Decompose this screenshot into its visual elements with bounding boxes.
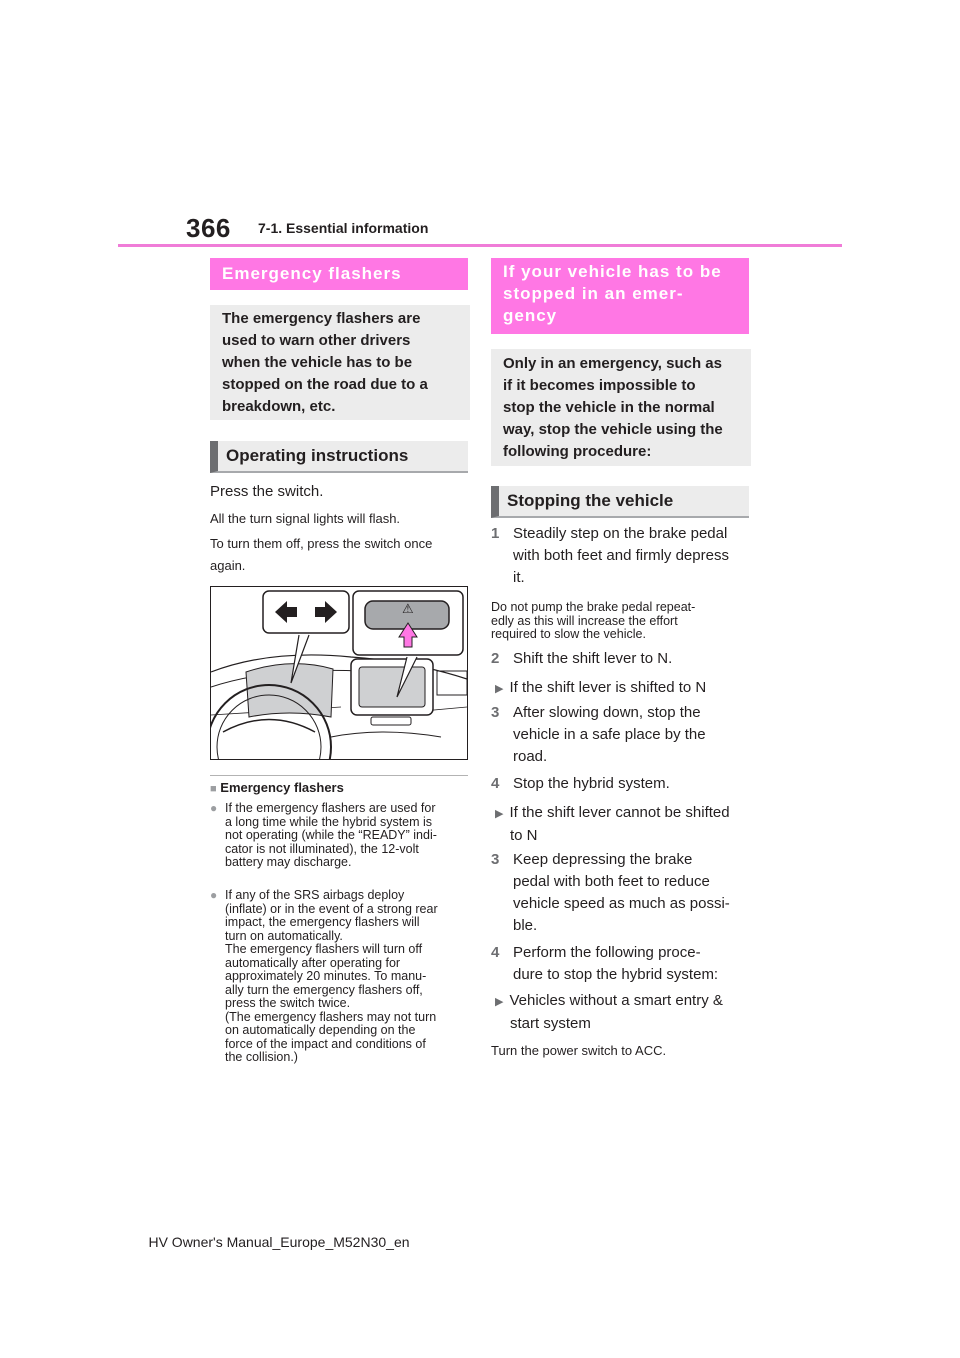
text-line: If the shift lever is shifted to N xyxy=(509,679,707,696)
instruction-all-lights: All the turn signal lights will flash. xyxy=(210,511,401,526)
dashboard-illustration xyxy=(210,586,468,760)
text-line: automatically after operating for xyxy=(225,955,401,970)
text-line: dure to stop the hybrid system: xyxy=(513,966,719,983)
instruction-press-switch: Press the switch. xyxy=(210,483,324,500)
text-line: Perform the following proce- xyxy=(513,944,701,961)
section-title: 7-1. Essential information xyxy=(258,220,429,236)
step-number: 4 xyxy=(491,944,500,961)
triangle-right-icon: ▶ xyxy=(495,996,504,1008)
intro-line: if it becomes impossible to xyxy=(503,376,696,394)
text-line: road. xyxy=(513,748,548,765)
text-line: required to slow the vehicle. xyxy=(491,627,646,641)
bullet-icon: ● xyxy=(210,888,218,902)
triangle-right-icon: ▶ xyxy=(495,808,504,820)
text-line: The emergency flashers will turn off xyxy=(225,942,423,956)
heading-line: gency xyxy=(503,306,558,325)
header-rule xyxy=(118,244,842,247)
intro-line: stopped on the road due to a xyxy=(222,375,428,393)
intro-line: following procedure: xyxy=(503,442,652,460)
text-line: vehicle speed as much as possi- xyxy=(513,895,730,912)
text-line: a long time while the hybrid system is xyxy=(225,814,433,829)
text-line: impact, the emergency flashers will xyxy=(225,915,420,929)
text-line: Stop the hybrid system. xyxy=(513,775,670,792)
text-line: turn on automatically. xyxy=(225,928,343,943)
text-line: with both feet and firmly depress xyxy=(513,547,729,564)
step-number: 3 xyxy=(491,851,500,868)
text-line: Shift the shift lever to N. xyxy=(513,650,673,667)
text-line: If any of the SRS airbags deploy xyxy=(225,888,405,902)
note-item-1 xyxy=(210,802,472,870)
triangle-right-icon: ▶ xyxy=(495,683,504,695)
intro-line: Only in an emergency, such as xyxy=(503,354,722,372)
text-line: (inflate) or in the event of a strong rear xyxy=(225,901,438,916)
heading-emergency-flashers: Emergency flashers xyxy=(210,258,468,290)
footer-manual-id: HV Owner's Manual_Europe_M52N30_en xyxy=(148,1234,410,1250)
case-shifted-to-n xyxy=(495,677,706,700)
hazard-icon: ⚠ xyxy=(402,601,414,616)
text-line: start system xyxy=(510,1015,591,1032)
step-3a xyxy=(491,702,753,768)
subheading-operating-instructions: Operating instructions xyxy=(210,441,468,473)
step-number: 4 xyxy=(491,775,500,792)
text-line: If the shift lever cannot be shifted xyxy=(509,804,730,821)
text-line: not operating (while the “READY” indi- xyxy=(225,828,437,842)
heading-vehicle-stopped-emergency xyxy=(491,258,749,334)
step-4a xyxy=(491,773,670,795)
text-line: Keep depressing the brake xyxy=(513,851,693,868)
intro-line: when the vehicle has to be xyxy=(222,353,413,371)
bullet-icon: ● xyxy=(210,801,218,815)
text-line: to N xyxy=(510,827,538,844)
text-line: the collision.) xyxy=(225,1050,298,1064)
instruction-turn-off xyxy=(210,534,432,575)
step-number: 1 xyxy=(491,525,500,542)
dashboard-drawing xyxy=(211,587,467,759)
text-line: press the switch twice. xyxy=(225,996,351,1010)
text-line: battery may discharge. xyxy=(225,855,352,869)
page-number: 366 xyxy=(186,213,231,243)
text-line: Steadily step on the brake pedal xyxy=(513,525,728,542)
text-line: cator is not illuminated), the 12-volt xyxy=(225,841,419,856)
case-cannot-shift-to-n xyxy=(495,802,757,847)
text-line: Vehicles without a smart entry & xyxy=(509,992,723,1009)
intro-box-emergency xyxy=(210,305,470,420)
text-line: ally turn the emergency flashers off, xyxy=(225,982,423,997)
text-line: force of the impact and conditions of xyxy=(225,1036,426,1051)
note-item-2 xyxy=(210,889,472,1065)
intro-line: The emergency flashers are xyxy=(222,309,421,327)
step-1-note xyxy=(491,601,753,642)
intro-line: way, stop the vehicle using the xyxy=(503,420,723,438)
step-number: 3 xyxy=(491,704,500,721)
intro-line: breakdown, etc. xyxy=(222,397,336,415)
note-divider xyxy=(210,775,468,776)
note-title: ■ Emergency flashers xyxy=(210,780,344,795)
text-line: edly as this will increase the effort xyxy=(491,613,678,628)
text-line: If the emergency flashers are used for xyxy=(225,801,436,815)
case-without-smart-entry xyxy=(495,990,757,1035)
text-line: on automatically depending on the xyxy=(225,1023,416,1037)
text-line: To turn them off, press the switch once xyxy=(210,536,433,551)
text-line: (The emergency flashers may not turn xyxy=(225,1009,437,1024)
text-line: pedal with both feet to reduce xyxy=(513,873,710,890)
heading-line: If your vehicle has to be xyxy=(503,262,722,281)
intro-line: used to warn other drivers xyxy=(222,331,411,349)
note-title-text: Emergency flashers xyxy=(220,780,344,795)
text-line: Do not pump the brake pedal repeat- xyxy=(491,600,696,614)
subheading-stopping-vehicle: Stopping the vehicle xyxy=(491,486,749,518)
text-line: it. xyxy=(513,569,525,586)
text-line: ble. xyxy=(513,917,538,934)
step-2 xyxy=(491,648,672,670)
step-3b xyxy=(491,849,753,937)
step-1 xyxy=(491,523,753,589)
step-4b xyxy=(491,942,753,986)
text-line: approximately 20 minutes. To manu- xyxy=(225,969,427,983)
heading-line: stopped in an emer- xyxy=(503,284,684,303)
intro-box-emergency-stop xyxy=(491,349,751,466)
text-line: vehicle in a safe place by the xyxy=(513,726,706,743)
text-line: After slowing down, stop the xyxy=(513,704,701,721)
step-number: 2 xyxy=(491,650,500,667)
text-line: again. xyxy=(210,558,246,573)
final-instruction: Turn the power switch to ACC. xyxy=(491,1043,667,1058)
intro-line: stop the vehicle in the normal xyxy=(503,398,715,416)
